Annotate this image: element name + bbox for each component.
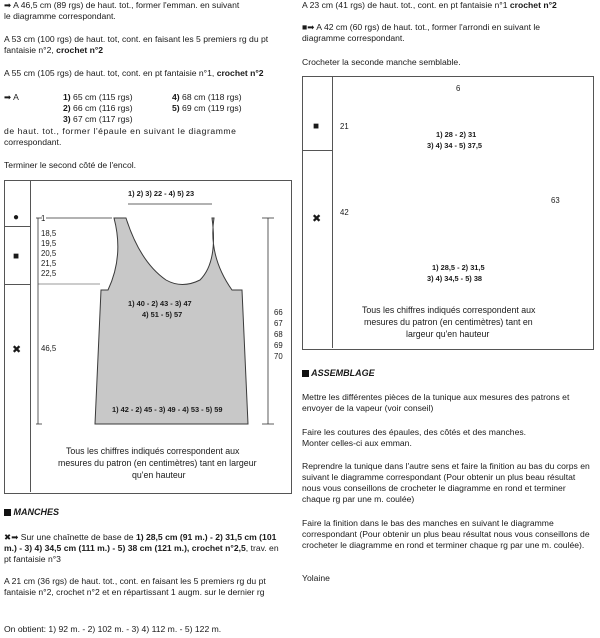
sleeve-lower-measure-a: 1) 28,5 - 2) 31,5: [432, 263, 485, 272]
body-left-num-4: 21,5: [41, 259, 57, 268]
square-bullet-icon: [302, 370, 309, 377]
size-1-v: 65 cm (115 rgs): [73, 92, 133, 102]
size-2-v: 66 cm (116 rgs): [73, 103, 133, 113]
body-top-measure: 1) 2) 3) 22 - 4) 5) 23: [128, 189, 195, 198]
left-line-5-text: A 55 cm (105 rgs) de haut. tot, cont. en pt fantaisie n°1,: [4, 68, 217, 78]
assemblage-p4: Faire la finition dans le bas des manches en suivant le diagramme correspondant (Pour obtenir un plus beau résultat nous vous conseillons de crocheter le diagramme en rond et terminer chaque rg par une m. coulée).: [302, 518, 590, 550]
sleeve-cross-icon: ✖: [312, 213, 322, 225]
left-line-2: le diagramme correspondant.: [4, 11, 116, 21]
body-mid-measure-a: 1) 40 - 2) 43 - 3) 47: [128, 299, 192, 308]
body-left-one: 1: [41, 214, 46, 223]
shoulder-line-2: correspondant.: [4, 137, 62, 147]
manches-p1-end: , trav. en pt fantaisie n°3: [4, 543, 279, 564]
size-5-n: 5): [172, 103, 180, 113]
sleeve-right-measure: 63: [551, 196, 560, 205]
size-4-n: 4): [172, 92, 180, 102]
body-left-num-3: 20,5: [41, 249, 57, 258]
sleeve-caption-3: largeur qu'en hauteur: [406, 329, 490, 339]
body-caption-2: mesures du patron (en centimètres) tant en largeur: [58, 458, 257, 468]
finish-neck: Terminer le second côté de l'encol.: [4, 160, 137, 170]
sleeve-left-measure-a: 21: [340, 122, 349, 131]
manches-p1-sizes: 1) 28,5 cm (91 m.) - 2) 31,5 cm (101 m.) - 3) 4) 34,5 cm (111 m.) - 5) 38 cm (121 m.),: [4, 532, 277, 553]
body-left-num-5: 22,5: [41, 269, 57, 278]
sleeve-top-measure: 6: [456, 84, 461, 93]
sizes-arrow: ➡ A: [4, 92, 19, 102]
body-shape: [95, 218, 248, 424]
manches-heading-text: MANCHES: [13, 507, 60, 517]
sleeve-symbol-divider: [302, 150, 332, 151]
left-line-4-text: fantaisie n°2,: [4, 45, 57, 55]
body-right-num-2: 67: [274, 319, 283, 328]
manches-p1-start: ✖➡ Sur une chaînette de base de: [4, 532, 136, 542]
assemblage-p1: Mettre les différentes pièces de la tunique aux mesures des patrons et envoyer de la vapeur (voir conseil): [302, 392, 570, 413]
sleeve-left-measure-b: 42: [340, 208, 349, 217]
left-line-1: ➡ A 46,5 cm (89 rgs) de haut. tot., former l'emman. en suivant: [4, 0, 240, 10]
square-icon: ■: [13, 251, 20, 262]
left-line-5-crochet: crochet n°2: [216, 68, 264, 78]
sleeve-caption-2: mesures du patron (en centimètres) tant en: [364, 317, 533, 327]
body-left-num-1: 18,5: [41, 229, 57, 238]
left-line-4-crochet: crochet n°2: [56, 45, 104, 55]
right-line-1: [302, 0, 557, 10]
size-1-n: 1): [63, 92, 71, 102]
sleeve-upper-measure-b: 3) 4) 34 - 5) 37,5: [427, 141, 483, 150]
body-left-num-2: 19,5: [41, 239, 57, 248]
right-line-3: diagramme correspondant.: [302, 33, 405, 43]
manches-paragraph-1: [4, 532, 288, 565]
circle-icon: ●: [13, 212, 20, 223]
size-2-n: 2): [63, 103, 71, 113]
body-right-num-3: 68: [274, 330, 283, 339]
size-4-v: 68 cm (118 rgs): [182, 92, 242, 102]
manches-p1-crochet: crochet n°2,5: [191, 543, 246, 553]
manches-paragraph-3: On obtient: 1) 92 m. - 2) 102 m. - 3) 4) 112 m. - 5) 122 m.: [4, 624, 222, 634]
sleeve-upper-measure-a: 1) 28 - 2) 31: [436, 130, 477, 139]
body-left-main: 46,5: [41, 344, 57, 353]
size-3-v: 67 cm (117 rgs): [73, 114, 133, 124]
size-5-v: 69 cm (119 rgs): [182, 103, 242, 113]
right-line-2: ■➡ A 42 cm (60 rgs) de haut. tot., former l'arrondi en suivant le: [302, 22, 541, 32]
author: Yolaine: [302, 573, 330, 583]
square-bullet-icon: [4, 509, 11, 516]
assemblage-p2: Faire les coutures des épaules, des côtés et des manches. Monter celles-ci aux emman.: [302, 427, 527, 448]
body-right-num-5: 70: [274, 352, 283, 361]
right-line-1-text: A 23 cm (41 rgs) de haut. tot., cont. en pt fantaisie n°1: [302, 0, 510, 10]
body-right-num-4: 69: [274, 341, 283, 350]
cross-icon: ✖: [12, 344, 22, 356]
sleeve-square-icon: ■: [313, 121, 320, 132]
right-line-4: Crocheter la seconde manche semblable.: [302, 57, 461, 67]
manches-heading: [4, 507, 59, 517]
sleeve-caption-1: Tous les chiffres indiqués correspondent aux: [362, 305, 536, 315]
assemblage-heading-text: ASSEMBLAGE: [311, 368, 375, 378]
left-line-3: A 53 cm (100 rgs) de haut. tot, cont. en faisant les 5 premiers rg du pt: [4, 34, 269, 44]
shoulder-line-1: de haut. tot., former l'épaule en suivant le diagramme: [4, 126, 237, 136]
manches-paragraph-2: A 21 cm (36 rgs) de haut. tot., cont. en faisant les 5 premiers rg du pt fantaisie n°2, crochet n°2 et en répartissant 1 augm. sur le dernier rg: [4, 576, 266, 597]
body-bottom-measure: 1) 42 - 2) 45 - 3) 49 - 4) 53 - 5) 59: [112, 405, 223, 414]
sleeve-lower-measure-b: 3) 4) 34,5 - 5) 38: [427, 274, 483, 283]
body-mid-measure-b: 4) 51 - 5) 57: [142, 310, 183, 319]
assemblage-p3: Reprendre la tunique dans l'autre sens et faire la finition au bas du corps en suivant le diagramme correspondant (Pour obtenir un plus beau résultat nous vous conseillons de crocheter le diagramme en rond et terminer chaque rg par une m. coulée): [302, 461, 590, 504]
body-caption-1: Tous les chiffres indiqués correspondent aux: [66, 446, 240, 456]
size-3-n: 3): [63, 114, 71, 124]
right-line-1-crochet: crochet n°2: [509, 0, 557, 10]
body-right-num-1: 66: [274, 308, 283, 317]
assemblage-heading: [302, 368, 375, 378]
body-caption-3: qu'en hauteur: [132, 470, 186, 480]
